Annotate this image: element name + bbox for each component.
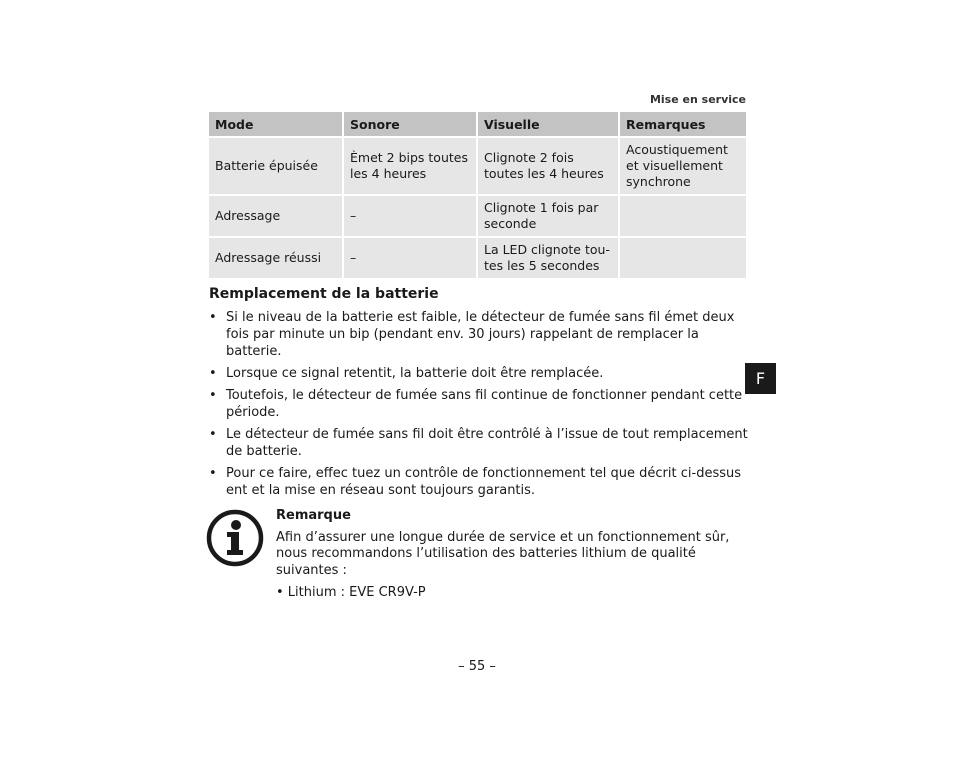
table-header-row	[209, 112, 746, 137]
bullet-marker: •	[209, 466, 217, 481]
table-row	[209, 237, 746, 278]
list-item-text: Lorsque ce signal retentit, la batterie doit être remplacée.	[226, 366, 604, 381]
column-header-visuelle: Visuelle	[477, 112, 619, 137]
table-cell: Batterie épuisée	[209, 137, 343, 195]
list-item-text: Le détecteur de fumée sans fil doit être contrôlé à l’issue de tout remplacement de batterie.	[226, 427, 748, 459]
page-number: – 55 –	[458, 659, 496, 674]
section-header: Mise en service	[649, 93, 746, 106]
column-header-mode: Mode	[209, 112, 343, 137]
info-icon	[206, 509, 264, 567]
column-header-remarques: Remarques	[619, 112, 746, 137]
table-cell: –	[343, 237, 477, 278]
bullet-marker: •	[209, 388, 217, 403]
column-header-sonore: Sonore	[343, 112, 477, 137]
table-row	[209, 195, 746, 237]
table-cell: Clignote 2 fois toutes les 4 heures	[477, 137, 619, 195]
table-row	[209, 137, 746, 195]
list-item	[209, 309, 749, 360]
table-cell	[619, 195, 746, 237]
list-item-text: Si le niveau de la batterie est faible, le détecteur de fumée sans fil émet deux fois par minute un bip (pendant env. 30 jours) rappelant de remplacer la batterie.	[226, 310, 735, 359]
list-item-text: Toutefois, le détecteur de fumée sans fil continue de fonctionner pendant cette période.	[226, 388, 743, 420]
table-cell: Adressage réussi	[209, 237, 343, 278]
list-item	[209, 426, 749, 460]
table-cell: Clignote 1 fois par seconde	[477, 195, 619, 237]
table-cell: Adressage	[209, 195, 343, 237]
bullet-marker: •	[209, 310, 217, 325]
bullet-list	[209, 309, 749, 504]
table-cell: Acoustiquement et visuellement synchrone	[619, 137, 746, 195]
note-title: Remarque	[276, 508, 351, 523]
list-item	[209, 387, 749, 421]
section-title: Remplacement de la batterie	[209, 286, 439, 302]
bullet-marker: •	[209, 427, 217, 442]
table-cell: –	[343, 195, 477, 237]
list-item	[209, 365, 749, 382]
note-body: Afin d’assurer une longue durée de service et un fonctionnement sûr, nous recommandons l’utilisation des batteries lithium de qualité suivantes :	[276, 529, 730, 578]
note-box	[276, 508, 746, 602]
table-cell	[619, 237, 746, 278]
modes-table	[209, 112, 746, 278]
list-item-text: Pour ce faire, effec tuez un contrôle de fonctionnement tel que décrit ci-dessus ent et la mise en réseau sont toujours garantis.	[226, 466, 741, 498]
language-tab: F	[745, 363, 776, 394]
list-item	[209, 465, 749, 499]
bullet-marker: •	[209, 366, 217, 381]
note-item: • Lithium : EVE CR9V-P	[276, 585, 426, 600]
table-cell: Èmet 2 bips toutes les 4 heures	[343, 137, 477, 195]
table-cell: La LED clignote tou-tes les 5 secondes	[477, 237, 619, 278]
